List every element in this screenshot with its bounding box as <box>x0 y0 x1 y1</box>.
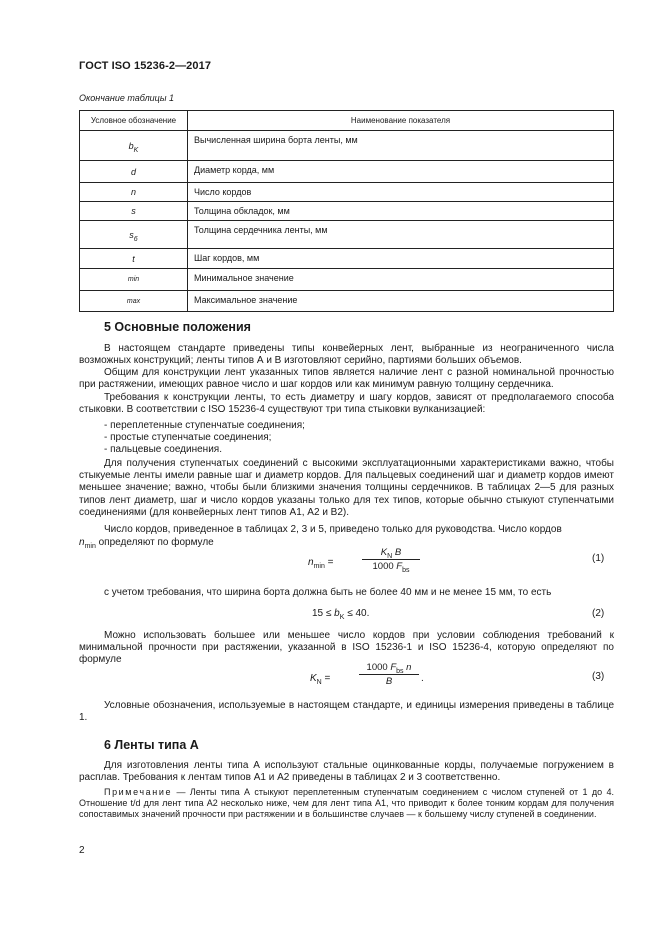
page-number: 2 <box>79 845 85 856</box>
eq2-subscript: K <box>339 614 345 621</box>
eq2-left: 15 ≤ <box>312 608 332 619</box>
eq1-lhs-symbol: n <box>308 557 314 568</box>
paragraph: Требования к конструкции ленты, то есть диаметру и шагу кордов, зависят от предполагаемого способа стыковки. В соответствии с ISO 15236-4 существуют три типа стыковки вулканизацией: <box>79 392 614 416</box>
symbol-cell <box>80 131 188 161</box>
paragraph: Для изготовления ленты типа А используют стальные оцинкованные корды, получаемые погружением в расплав. Требования к лентам типов А1 и А2 приведены в таблицах 2 и 3 соответственно. <box>79 760 614 784</box>
eq1-den-num: 1000 <box>372 561 394 572</box>
equation-1-lhs <box>308 557 333 568</box>
table-row <box>80 291 614 312</box>
eq1-num-b: B <box>394 547 402 558</box>
description-cell: Толщина сердечника ленты, мм <box>188 221 614 249</box>
description-cell: Вычисленная ширина борта ленты, мм <box>188 131 614 161</box>
nmin-symbol: n <box>79 537 85 548</box>
description-cell: Максимальное значение <box>188 291 614 312</box>
symbol-cell: s <box>80 202 188 221</box>
symbol: s <box>129 229 134 240</box>
symbols-table <box>79 110 614 312</box>
list-item: - простые ступенчатые соединения; <box>104 432 272 443</box>
eq2-symbol: b <box>334 608 340 619</box>
eq1-num-sub: N <box>387 553 393 560</box>
eq3-num-sub: bs <box>396 668 404 675</box>
paragraph: с учетом требования, что ширина борта должна быть не более 40 мм и не менее 15 мм, то есть <box>104 587 552 598</box>
table-row <box>80 249 614 269</box>
document-header: ГОСТ ISO 15236-2—2017 <box>79 60 212 72</box>
description-cell: Толщина обкладок, мм <box>188 202 614 221</box>
description-cell: Шаг кордов, мм <box>188 249 614 269</box>
eq1-operator: = <box>327 557 334 568</box>
eq3-den-b: B <box>385 676 393 687</box>
symbol-cell: min <box>80 269 188 291</box>
note-label: Примечание <box>104 787 173 797</box>
paragraph: В настоящем стандарте приведены типы конвейерных лент, выбранные из неограниченного числа возможных конструкций; ленты типов А и В изготовляют серийно, партиями больших объемов. <box>79 343 614 367</box>
eq3-num-f: F <box>390 662 397 673</box>
symbol-subscript: 6 <box>133 235 138 243</box>
eq1-denominator <box>362 560 420 572</box>
description-cell: Число кордов <box>188 183 614 202</box>
equation-3-number: (3) <box>592 671 605 682</box>
col-header-symbol: Условное обозначение <box>80 111 188 131</box>
formula-intro: определяют по формуле <box>98 537 214 548</box>
col-header-name: Наименование показателя <box>188 111 614 131</box>
paragraph: Для получения ступенчатых соединений с высокими эксплуатационными характеристиками важно, чтобы стыкуемые ленты имели равные шаг и диаметр кордов. Для пальцевых соединений шаг и диаметр кордов имеют меньшее значение; важно, чтобы были близкими значения толщины сердечников. В таблицах 2—5 для разных типов лент диаметр, шаг и число кордов указаны только для тех типов, которые обычно стыкуют ступенчатыми соединениями (для конвейерных лент типов А1, А2 и В2). <box>79 458 614 518</box>
eq3-lhs-subscript: N <box>316 679 322 686</box>
eq1-den-sub: bs <box>402 567 410 574</box>
eq3-lhs-symbol: K <box>310 673 317 684</box>
symbol-cell: n <box>80 183 188 202</box>
list-item: - пальцевые соединения. <box>104 444 222 455</box>
note-text: — Ленты типа А стыкуют переплетенным ступенчатым соединением с числом ступеней от 1 до 4. Отношение t/d для лент типа А2 несколько ниже, чем для лент типа А1, что приводит к более тонким кордам для получения сопоставимых значений прочности при растяжении и в большинстве случаев — к большему числу ступеней в соединении. <box>79 787 614 820</box>
symbol-cell: max <box>80 291 188 312</box>
equation-2 <box>312 608 369 619</box>
paragraph: Условные обозначения, используемые в настоящем стандарте, и единицы измерения приведены в таблице 1. <box>79 700 614 724</box>
nmin-subscript: min <box>84 543 96 550</box>
description-cell: Минимальное значение <box>188 269 614 291</box>
equation-3-fraction <box>359 662 419 687</box>
equation-2-number: (2) <box>592 608 605 619</box>
symbol-subscript: K <box>133 146 139 154</box>
symbol: b <box>128 140 134 151</box>
table-row <box>80 183 614 202</box>
equation-3-lhs <box>310 673 330 684</box>
table-row <box>80 221 614 249</box>
section-5-title: 5 Основные положения <box>104 320 251 334</box>
eq3-denominator <box>359 675 419 687</box>
table-row <box>80 161 614 183</box>
paragraph: Общим для конструкции лент указанных типов является наличие лент с разной номинальной прочностью при растяжении, имеющих равное число и шаг кордов или как минимум равную толщину сердечника. <box>79 367 614 391</box>
symbol-cell <box>80 221 188 249</box>
paragraph-continuation <box>79 537 614 550</box>
equation-1-fraction <box>362 547 420 572</box>
eq1-num-k: K <box>380 547 388 558</box>
eq3-num-n: n <box>406 662 412 673</box>
symbol-cell: d <box>80 161 188 183</box>
eq2-right: ≤ 40. <box>347 608 370 619</box>
eq1-numerator <box>362 547 420 560</box>
section-6-title: 6 Ленты типа А <box>104 738 199 752</box>
table-row <box>80 202 614 221</box>
table-caption: Окончание таблицы 1 <box>79 93 174 103</box>
note <box>79 787 614 821</box>
description-cell: Диаметр корда, мм <box>188 161 614 183</box>
eq3-num-value: 1000 <box>366 662 388 673</box>
table-header-row <box>80 111 614 131</box>
symbol-cell: t <box>80 249 188 269</box>
eq3-end: . <box>421 673 424 684</box>
eq3-numerator <box>359 662 419 675</box>
paragraph: Число кордов, приведенное в таблицах 2, 3 и 5, приведено только для руководства. Число кордов <box>104 524 562 535</box>
eq1-den-f: F <box>396 561 403 572</box>
list-item: - переплетенные ступенчатые соединения; <box>104 420 305 431</box>
table-row <box>80 269 614 291</box>
equation-1-number: (1) <box>592 553 605 564</box>
eq3-operator: = <box>324 673 331 684</box>
paragraph: Можно использовать большее или меньшее число кордов при условии соблюдения требований к минимальной прочности при растяжении, указанной в ISO 15236-1 и ISO 15236-4, которую определяют по формуле <box>79 630 614 666</box>
table-row <box>80 131 614 161</box>
eq1-lhs-subscript: min <box>313 563 325 570</box>
